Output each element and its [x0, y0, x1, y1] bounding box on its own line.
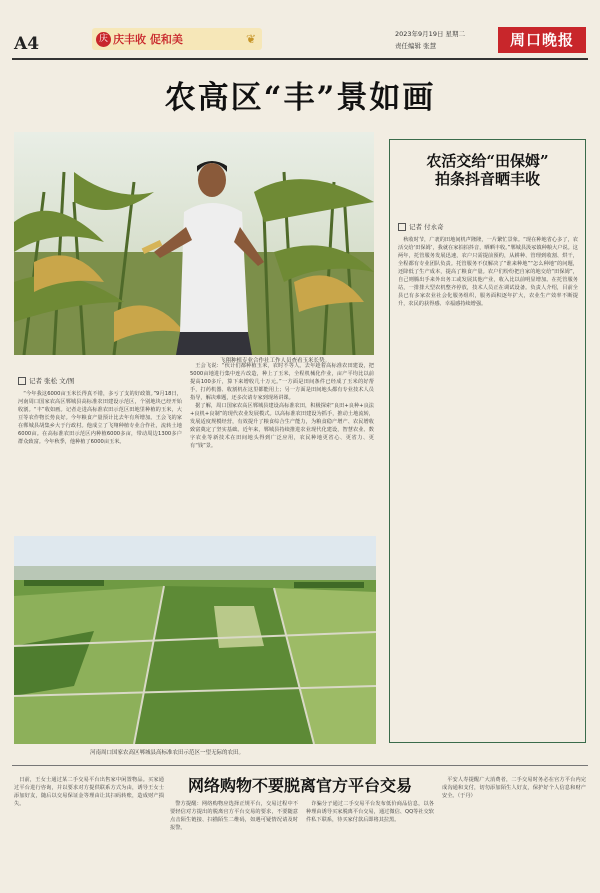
bottom-col2	[170, 800, 298, 886]
main-article-col1	[18, 390, 182, 530]
sidebar-article	[398, 236, 578, 736]
bottom-col1-text: 日前，王女士通过某二手交易平台出售家中闲置物品。买家通过平台进行咨询，并以要求对方提供联系方式为由，诱导王女士添加好友，随后以交易保证金等理由让其扫码转账，造成财产损失。	[14, 777, 164, 807]
byline-marker-icon	[18, 377, 26, 385]
masthead-rule	[12, 58, 588, 60]
main-byline-text: 记者 张松 文/图	[29, 377, 75, 385]
bottom-section-rule	[12, 765, 588, 766]
bottom-col1	[14, 776, 164, 886]
bottom-col3	[306, 800, 434, 886]
sidebar-article-text: 秋收时节，广袤的田地间机声隆隆，一片繁忙景象。“现在种地省心多了，农活交给‘田保姆’，我就在家拍拍抖音，晒晒丰收。”郸城县汲冢镇种粮大户说。这两年，托管服务发展迅速，农户只需提前预约，从耕种、管理到收割、烘干，全程都有专业团队负责。托管服务不仅解决了“谁来种地”“怎么种地”的问题，还降低了生产成本，提高了粮食产量。农户们纷纷把自家的地交给“田保姆”，自己则腾出手来外出务工或发展其他产业，收入比以前明显增加。在托管服务站，一排排大型农机整齐停放，技术人员正在调试设备。负责人介绍，目前全县已有多家农业社会化服务组织，服务面积逐年扩大，农业生产效率不断提升，农民的获得感、幸福感持续增强。	[398, 237, 578, 307]
photo2-caption: 河南周口国家农高区郸城县高标准农田示范区一望无际的农田。	[90, 750, 245, 756]
bottom-col4	[442, 776, 586, 886]
sidebar-title-line2: 拍条抖音晒丰收	[434, 170, 540, 188]
newspaper-logo: 周口晚报	[498, 27, 586, 53]
issue-date: 2023年9月19日 星期二	[395, 30, 466, 38]
page-number: A4	[14, 34, 40, 54]
banner-text: 庆丰收 促和美	[113, 33, 183, 46]
page-editor: 责任编辑 张慧	[395, 42, 437, 50]
bottom-col2-text: 警方提醒：网络购物应选择正规平台，交易过程中不要轻信对方提出的脱离官方平台交易的要求，不要随意点击陌生链接、扫描陌生二维码，如遇可疑情况请及时报警。	[170, 801, 298, 831]
sidebar-byline	[398, 222, 444, 231]
main-article-col3-text: 据了解，周口国家农高区郸城县建设高标准农田，积极探索“良田+良种+良法+良机+良制”的现代农业发展模式。以高标准农田建设为抓手，推动土地流转，发展适度规模经营，有效提升了粮食综合生产能力，为粮食稳产增产、农民增收致富奠定了坚实基础。近年来，郸城县持续推进农业现代化建设，智慧农业、数字农业等新技术在田间地头得到广泛应用，农民种地更省心、更省力、更有“钱”景。	[190, 403, 374, 449]
bottom-headline: 网络购物不要脱离官方平台交易	[187, 776, 412, 795]
harvest-banner	[92, 28, 262, 50]
main-article-col2-text: 王会飞说：“伙计们都种植玉米，农时不等人。去年趁着高标准农田建设，把5000亩地进行集中连片改造，种上了玉米，全程机械化作业，亩产平均比以前提高100多斤，算下来增收几十万元。”一方面是田间条件已经成了玉米的好帮手，打药机器、收割机在这里都能用上；另一方面是田间地头都有专业技术人员指导，解决难题，还多次请专家到现场讲课。	[190, 363, 374, 401]
main-article-col2	[190, 362, 374, 530]
byline-marker-icon	[398, 223, 406, 231]
sidebar-title	[395, 152, 580, 188]
page-headline: 农高区“丰”景如画	[164, 80, 436, 116]
aerial-farmland-photo	[14, 536, 376, 744]
sidebar-byline-text: 记者 付永奇	[409, 223, 444, 231]
main-byline	[18, 376, 74, 385]
farmer-cornfield-photo	[14, 132, 374, 355]
photo1-caption: 飞翔种植专业合作社工作人员查看玉米长势。	[220, 358, 331, 364]
wheat-icon: ❦	[245, 32, 256, 46]
sidebar-title-line1: 农活交给“田保姆”	[426, 152, 549, 170]
bottom-col4-text: 平安人寿提醒广大消费者，二手交易时务必在官方平台内完成沟通和支付，切勿添加陌生人好友，保护好个人信息和财产安全。（于丹）	[442, 777, 586, 799]
banner-badge-icon: 庆	[96, 32, 111, 47]
bottom-col3-text: 诈骗分子通过二手交易平台发布低价商品信息，以各种理由诱导买家脱离平台交易，通过微信、QQ等社交软件私下联系，待买家付款后即将其拉黑。	[306, 801, 434, 823]
main-article-col1-text: “今年我这6000亩玉米长得真不错，多亏了支的好政策。”9月18日，河南周口国家农高区郸城县高标准农田建设示范区，个别地块已经开始收割。“丰”收如画。记者走进高标准农田示范区田地里种植的玉米，大豆等农作物长势良好。今年粮食产量预计比去年有所增加。王会飞的家在郸城县胡集乡大于行政村。他成立了飞翔种植专业合作社，流转土地6000亩。在高标准农田示范区内种植6000多亩，带动周边1300多户群众致富。今年秋季，他种植了6000亩玉米。	[18, 391, 182, 445]
